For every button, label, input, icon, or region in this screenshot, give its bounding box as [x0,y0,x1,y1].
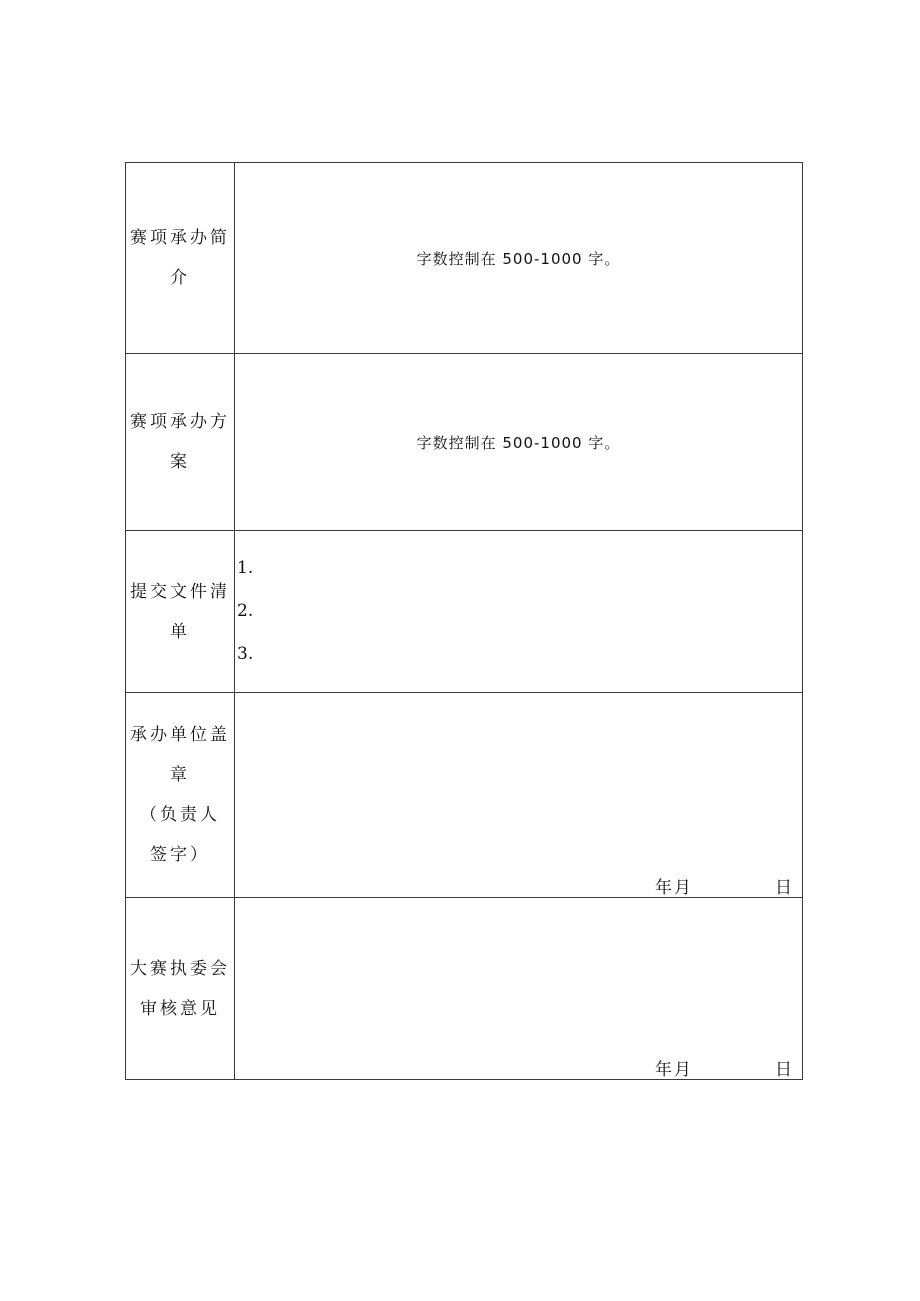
label-file-list-line-1: 提交文件清 [130,581,230,602]
label-seal [126,693,235,898]
label-intro [126,163,235,354]
row-file-list [126,531,803,693]
label-seal-line-4: 签字） [150,845,210,865]
label-seal-line-3: （负责人 [140,805,220,825]
intro-hint: 字数控制在 500-1000 字。 [416,249,621,268]
review-field[interactable] [235,898,803,1080]
file-list [235,547,802,676]
row-intro [126,163,803,354]
label-review-line-1: 大赛执委会 [130,958,230,979]
review-date-day: 日 [775,1060,792,1080]
list-item: 3. [237,644,254,664]
label-plan [126,354,235,531]
label-file-list [126,531,235,693]
file-list-field[interactable] [235,531,803,693]
review-date-year-month: 年月 [655,1060,693,1080]
label-plan-line-1: 赛项承办方 [130,412,230,432]
row-plan [126,354,803,531]
review-date [235,1055,802,1080]
seal-date-year-month: 年月 [655,878,693,898]
label-intro-line-1: 赛项承办简 [130,228,230,248]
label-plan-line-2: 案 [170,452,190,472]
label-seal-line-1: 承办单位盖 [130,725,230,745]
label-review [126,898,235,1080]
seal-field[interactable] [235,693,803,898]
list-item: 1. [237,558,254,578]
intro-field[interactable] [235,163,803,354]
row-seal [126,693,803,898]
list-item: 2. [237,601,254,621]
row-review [126,898,803,1080]
application-form-table [125,162,803,1080]
seal-date-day: 日 [775,878,792,898]
label-review-line-2: 审核意见 [140,998,220,1019]
plan-hint: 字数控制在 500-1000 字。 [416,433,621,452]
seal-date [235,873,802,898]
label-seal-line-2: 章 [170,765,190,785]
plan-field[interactable] [235,354,803,531]
label-file-list-line-2: 单 [170,621,190,642]
label-intro-line-2: 介 [170,268,190,288]
